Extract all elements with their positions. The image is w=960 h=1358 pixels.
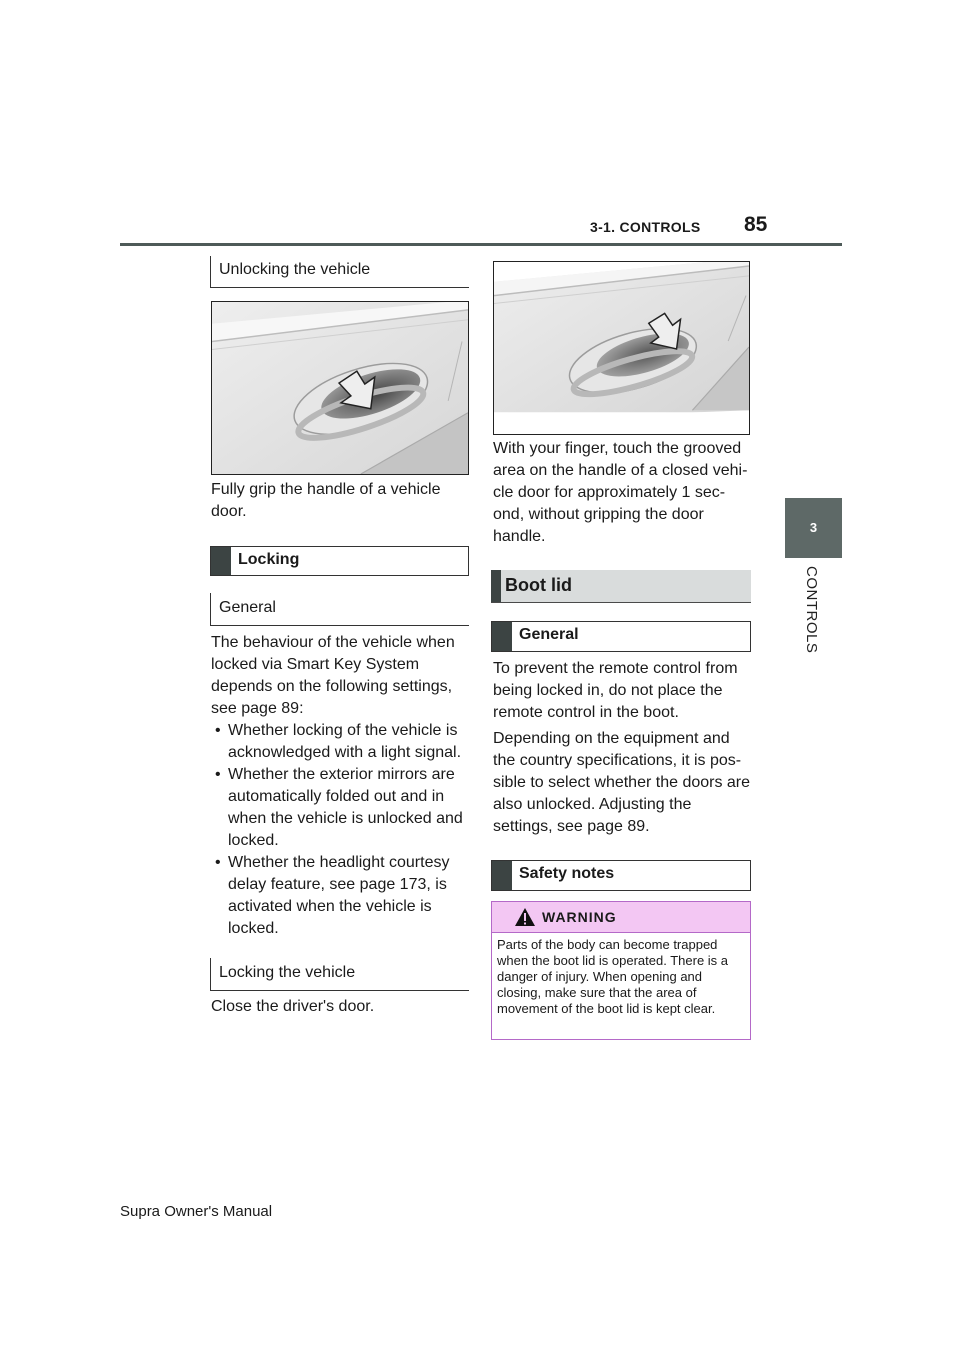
locking-heading-text: Locking: [238, 551, 300, 568]
general-bullet-list: [211, 720, 469, 940]
heading-tab-marker: [211, 547, 231, 575]
unlocking-heading: [210, 256, 469, 288]
boot-general-heading: [491, 621, 751, 652]
boot-text: [493, 658, 751, 838]
page-number: 85: [744, 213, 768, 236]
chapter-label: CONTROLS: [803, 566, 820, 654]
locking-heading: [210, 546, 469, 576]
locking-vehicle-heading-text: Locking the vehicle: [219, 964, 356, 981]
safety-notes-heading: [491, 860, 751, 891]
boot-lid-heading: [491, 570, 751, 603]
chapter-tab: 3: [785, 498, 842, 558]
list-item: • Whether the exterior mirrors are automatically folded out and in when the vehicle is unlocked and locked.: [211, 764, 469, 852]
general-section: [211, 632, 469, 940]
general-heading: [210, 593, 469, 626]
door-handle-touch-illustration: [493, 261, 750, 435]
list-item: • Whether locking of the vehicle is acknowledged with a light signal.: [211, 720, 469, 764]
door-handle-grip-illustration: [211, 301, 469, 475]
boot-paragraph-1: To prevent the remote control from being locked in, do not place the remote control in the boot.: [493, 660, 738, 721]
warning-title: WARNING: [542, 909, 617, 925]
boot-paragraph-2: Depending on the equipment and the country specifications, it is pos-sible to select whether the doors are also unlocked. Adjusting the settings, see page 89.: [493, 730, 751, 835]
warning-text: Parts of the body can become trapped when the boot lid is operated. There is a danger of injury. When opening and closing, make sure that the area of movement of the boot lid is kept clear.: [497, 937, 729, 1016]
locking-vehicle-text: Close the driver's door.: [211, 998, 375, 1015]
general-intro: The behaviour of the vehicle when locked via Smart Key System depends on the following settings, see page 89:: [211, 634, 455, 717]
header-rule: [120, 243, 842, 246]
heading-tab-marker: [492, 622, 512, 651]
boot-lid-heading-text: Boot lid: [505, 575, 572, 595]
section-title: 3-1. CONTROLS: [590, 219, 701, 235]
warning-triangle-icon: [514, 907, 536, 927]
warning-box: [491, 901, 751, 1040]
warning-header: [492, 902, 750, 933]
list-item: • Whether the headlight courtesy delay feature, see page 173, is activated when the vehicle is locked.: [211, 852, 469, 940]
boot-general-heading-text: General: [519, 626, 579, 643]
touch-text: With your finger, touch the grooved area on the handle of a closed vehi-cle door for approximately 1 sec-ond, without gripping the door handle.: [493, 440, 748, 545]
locking-vehicle-heading: [210, 958, 469, 991]
general-heading-text: General: [219, 599, 276, 616]
heading-tab-marker: [492, 861, 512, 890]
heading-tab-marker: [491, 570, 501, 602]
unlocking-heading-text: Unlocking the vehicle: [219, 261, 371, 278]
unlocking-text: Fully grip the handle of a vehicle door.: [211, 481, 441, 520]
safety-notes-heading-text: Safety notes: [519, 865, 615, 882]
footer-manual-title: Supra Owner's Manual: [120, 1203, 273, 1220]
